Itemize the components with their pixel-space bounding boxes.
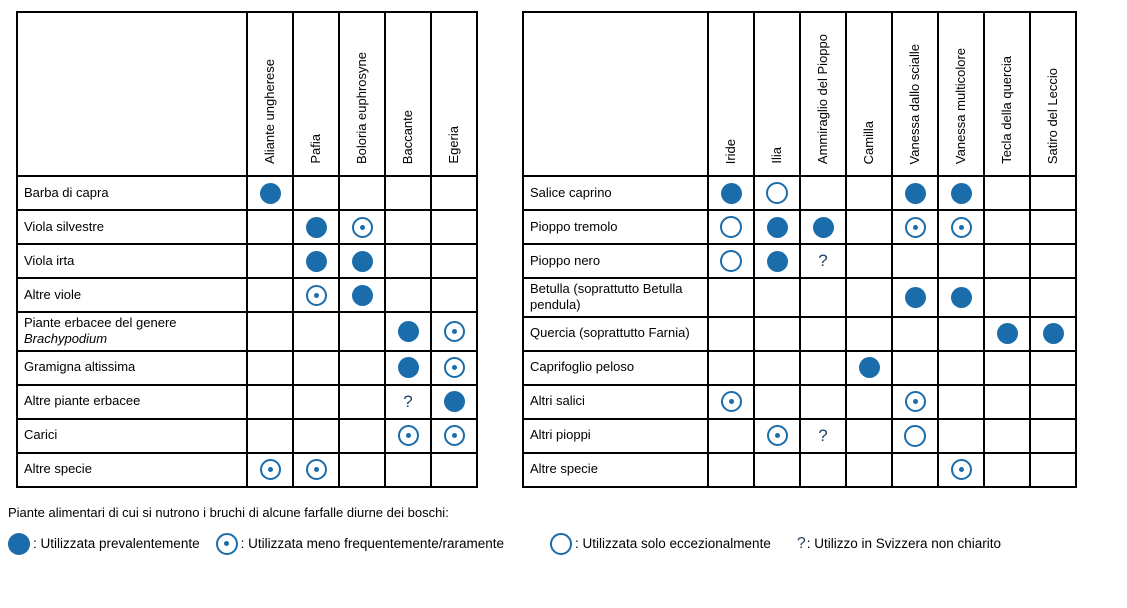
filled-circle-icon [767,217,788,238]
table-row [17,351,477,385]
matrix-cell [339,453,385,487]
matrix-cell [754,351,800,385]
center-dot [406,433,411,438]
dot-in-circle-icon [306,459,327,480]
matrix-cell [431,351,477,385]
matrix-cell [431,312,477,351]
matrix-cell [385,210,431,244]
matrix-cell [892,244,938,278]
row-label: Barba di capra [17,176,247,210]
center-dot [452,329,457,334]
matrix-cell [1030,210,1076,244]
matrix-cell [293,351,339,385]
filled-circle-icon [444,391,465,412]
matrix-cell [846,244,892,278]
header-row [17,12,477,176]
dot-in-circle-icon [444,321,465,342]
corner-cell [17,12,247,176]
matrix-cell [339,278,385,312]
matrix-cell [708,453,754,487]
empty-circle-icon [720,250,742,272]
matrix-cell [247,176,293,210]
matrix-cell [385,312,431,351]
matrix-cell [800,385,846,419]
center-dot [452,433,457,438]
center-dot [913,399,918,404]
matrix-cell [846,385,892,419]
table-row [523,244,1076,278]
matrix-cell [892,453,938,487]
column-header-label: Iride [722,138,738,164]
matrix-cell [938,176,984,210]
matrix-cell [892,278,938,317]
dot-in-circle-icon [352,217,373,238]
matrix-cell [800,419,846,453]
filled-circle-icon [1043,323,1064,344]
matrix-cell [431,419,477,453]
matrix-cell [800,453,846,487]
row-label: Salice caprino [523,176,708,210]
row-label: Piante erbacee del genere Brachypodium [17,312,247,351]
matrix-cell [708,385,754,419]
column-header [846,12,892,176]
filled-circle-icon [398,321,419,342]
matrix-cell [984,244,1030,278]
matrix-cell [1030,351,1076,385]
matrix-cell [385,453,431,487]
matrix-cell [339,244,385,278]
matrix-tables [16,11,1127,488]
table-row [523,176,1076,210]
column-header [431,12,477,176]
dot-in-circle-icon [905,217,926,238]
table-row [523,278,1076,317]
matrix-cell [754,176,800,210]
matrix-cell [385,278,431,312]
matrix-cell [754,278,800,317]
legend-label: : Utilizzata meno frequentemente/raramente [240,536,504,551]
row-label: Pioppo nero [523,244,708,278]
matrix-cell [708,351,754,385]
matrix-cell [385,419,431,453]
column-header-label: Baccante [399,109,415,164]
matrix-cell [754,210,800,244]
row-label: Altre piante erbacee [17,385,247,419]
matrix-cell [1030,453,1076,487]
table-row [523,453,1076,487]
column-header [708,12,754,176]
column-header-label: Satiro del Leccio [1044,67,1060,164]
filled-circle-icon [352,251,373,272]
corner-cell [523,12,708,176]
table-row [523,317,1076,351]
row-label: Betulla (soprattutto Betulla pendula) [523,278,708,317]
column-header [984,12,1030,176]
matrix-cell [708,419,754,453]
matrix-cell [431,385,477,419]
matrix-cell [293,278,339,312]
column-header [247,12,293,176]
column-header [293,12,339,176]
matrix-cell [892,419,938,453]
matrix-cell [800,317,846,351]
row-label: Viola irta [17,244,247,278]
matrix-cell [938,453,984,487]
dot-in-circle-icon [444,425,465,446]
matrix-cell [846,278,892,317]
filled-circle-icon [721,183,742,204]
dot-in-circle-icon [767,425,788,446]
matrix-cell [293,419,339,453]
dot-in-circle-icon [444,357,465,378]
dot-in-circle-icon [721,391,742,412]
filled-circle-icon [905,183,926,204]
matrix-cell [800,210,846,244]
matrix-cell [247,278,293,312]
column-header [754,12,800,176]
center-dot [913,225,918,230]
matrix-cell [385,176,431,210]
matrix-cell [846,176,892,210]
column-header [1030,12,1076,176]
matrix-cell [846,210,892,244]
filled-circle-icon [951,287,972,308]
filled-circle-icon [352,285,373,306]
row-label: Altre specie [523,453,708,487]
matrix-cell [708,244,754,278]
matrix-cell [247,312,293,351]
matrix-cell [800,244,846,278]
matrix-cell [247,244,293,278]
matrix-cell [846,419,892,453]
legend-label: : Utilizzata solo eccezionalmente [574,536,771,551]
matrix-cell [892,317,938,351]
column-header [892,12,938,176]
column-header [938,12,984,176]
center-dot [775,433,780,438]
center-dot [959,225,964,230]
empty-circle-icon [904,425,926,447]
question-mark: ? [818,251,828,271]
dot-in-circle-icon [905,391,926,412]
column-header-label: Camilla [860,120,876,164]
legend [8,533,1127,555]
matrix-cell [984,453,1030,487]
matrix-cell [431,453,477,487]
matrix-cell [938,385,984,419]
food-plant-matrix-woodland-butterflies [522,11,1077,488]
matrix-cell [754,453,800,487]
matrix-cell [984,317,1030,351]
table-row [17,453,477,487]
column-header-label: Pafia [307,134,323,164]
matrix-cell [984,351,1030,385]
column-header-label: Ammiraglio del Pioppo [814,33,830,164]
center-dot [452,365,457,370]
matrix-cell [339,176,385,210]
filled-circle-icon [398,357,419,378]
matrix-cell [892,351,938,385]
row-label: Altri pioppi [523,419,708,453]
column-header-label: Ilia [768,147,784,164]
matrix-cell [339,351,385,385]
table-row [17,176,477,210]
center-dot [224,541,229,546]
matrix-cell [800,176,846,210]
matrix-cell [938,278,984,317]
matrix-cell [846,453,892,487]
table-row [523,419,1076,453]
matrix-cell [247,351,293,385]
question-mark: ? [403,391,413,411]
row-label: Altre specie [17,453,247,487]
matrix-cell [800,351,846,385]
matrix-cell [892,385,938,419]
row-label: Pioppo tremolo [523,210,708,244]
filled-circle-icon [306,217,327,238]
header-row [523,12,1076,176]
row-label: Viola silvestre [17,210,247,244]
matrix-cell [984,210,1030,244]
matrix-cell [938,210,984,244]
matrix-cell [339,210,385,244]
legend-label: : Utilizzo in Svizzera non chiarito [806,536,1002,551]
question-mark: ? [796,534,806,552]
matrix-cell [708,176,754,210]
table-row [17,419,477,453]
matrix-cell [984,385,1030,419]
row-label: Quercia (soprattutto Farnia) [523,317,708,351]
filled-circle-icon [905,287,926,308]
matrix-cell [247,210,293,244]
center-dot [360,225,365,230]
matrix-cell [892,176,938,210]
matrix-cell [984,278,1030,317]
matrix-cell [431,244,477,278]
filled-circle-icon [767,251,788,272]
matrix-cell [293,453,339,487]
matrix-cell [754,244,800,278]
matrix-cell [892,210,938,244]
matrix-cell [293,312,339,351]
dot-in-circle-icon [951,459,972,480]
matrix-cell [339,312,385,351]
matrix-cell [754,317,800,351]
dot-in-circle-icon [260,459,281,480]
center-dot [268,467,273,472]
legend-label: : Utilizzata prevalentemente [33,536,200,551]
figure-caption: Piante alimentari di cui si nutrono i bruchi di alcune farfalle diurne dei boschi: [8,504,449,520]
matrix-cell [1030,176,1076,210]
matrix-cell [708,278,754,317]
matrix-cell [938,244,984,278]
matrix-cell [800,278,846,317]
italic-species-name: Brachypodium [24,331,108,347]
matrix-cell [938,419,984,453]
matrix-cell [385,244,431,278]
matrix-cell [1030,385,1076,419]
filled-circle-icon [260,183,281,204]
dot-in-circle-icon [216,533,238,555]
filled-circle-icon [306,251,327,272]
table-row [523,351,1076,385]
matrix-cell [938,351,984,385]
center-dot [729,399,734,404]
filled-circle-icon [997,323,1018,344]
matrix-cell [984,419,1030,453]
column-header-label: Aliante ungherese [261,59,277,164]
matrix-cell [708,317,754,351]
matrix-cell [339,419,385,453]
matrix-cell [754,419,800,453]
empty-circle-icon [550,533,572,555]
column-header [800,12,846,176]
row-label: Caprifoglio peloso [523,351,708,385]
matrix-cell [938,317,984,351]
filled-circle-icon [951,183,972,204]
legend-item [550,533,771,555]
empty-circle-icon [766,182,788,204]
matrix-cell [708,210,754,244]
matrix-cell [754,385,800,419]
column-header-label: Egeria [445,126,461,164]
matrix-cell [846,351,892,385]
matrix-cell [385,385,431,419]
column-header-label: Boloria euphrosyne [353,51,369,164]
matrix-cell [247,453,293,487]
table-row [17,244,477,278]
filled-circle-icon [859,357,880,378]
matrix-cell [1030,317,1076,351]
matrix-cell [247,419,293,453]
question-mark: ? [818,425,828,445]
food-plant-matrix-fritillaries [16,11,478,488]
matrix-cell [385,351,431,385]
matrix-cell [1030,278,1076,317]
table-row [17,385,477,419]
dot-in-circle-icon [398,425,419,446]
matrix-cell [293,210,339,244]
matrix-cell [339,385,385,419]
table-row [17,210,477,244]
column-header-label: Vanessa multicolore [952,47,968,164]
column-header [385,12,431,176]
matrix-cell [431,210,477,244]
row-label: Carici [17,419,247,453]
legend-item [8,533,200,555]
legend-item [216,533,504,555]
dot-in-circle-icon [951,217,972,238]
matrix-cell [1030,419,1076,453]
matrix-cell [247,385,293,419]
table-row [17,312,477,351]
filled-circle-icon [813,217,834,238]
matrix-cell [431,278,477,312]
matrix-cell [293,385,339,419]
center-dot [314,467,319,472]
table-row [523,210,1076,244]
matrix-cell [293,176,339,210]
matrix-cell [293,244,339,278]
center-dot [959,467,964,472]
legend-item [797,536,1001,552]
table-row [17,278,477,312]
column-header [339,12,385,176]
row-label: Gramigna altissima [17,351,247,385]
center-dot [314,293,319,298]
matrix-cell [984,176,1030,210]
matrix-cell [846,317,892,351]
row-label: Altre viole [17,278,247,312]
matrix-cell [1030,244,1076,278]
filled-circle-icon [8,533,30,555]
dot-in-circle-icon [306,285,327,306]
matrix-cell [431,176,477,210]
column-header-label: Vanessa dallo scialle [906,43,922,164]
column-header-label: Tecla della quercia [998,56,1014,164]
empty-circle-icon [720,216,742,238]
row-label: Altri salici [523,385,708,419]
table-row [523,385,1076,419]
